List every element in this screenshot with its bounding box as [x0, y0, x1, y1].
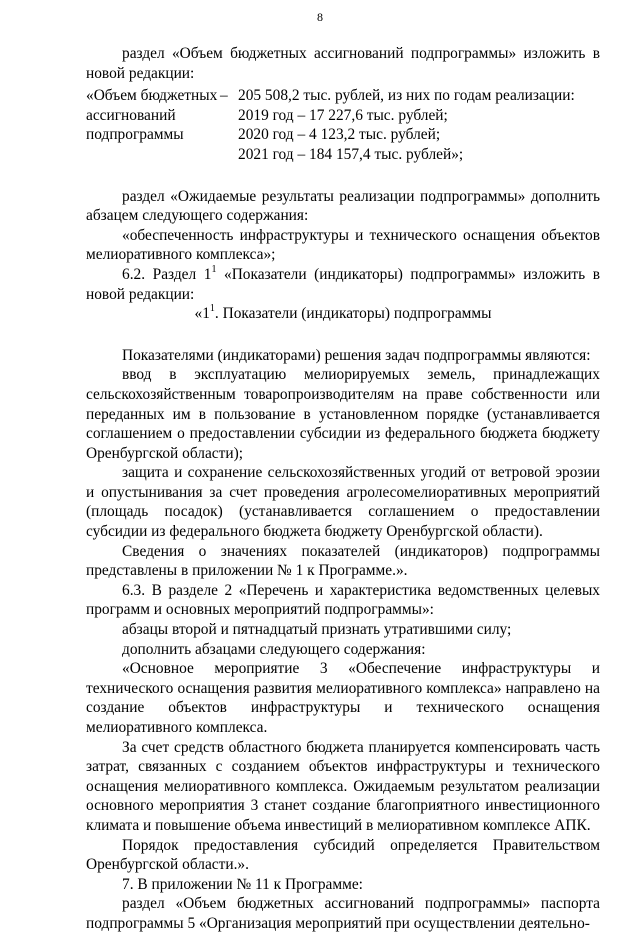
paragraph-add-text: дополнить абзацами следующего содержания:: [122, 640, 426, 658]
paragraph-subsidy-order: Порядок предоставления субсидий определяется Правительством Оренбургской области.».: [86, 836, 600, 874]
funding-year-2019: 2019 год – 17 227,6 тыс. рублей;: [238, 106, 448, 124]
paragraph-budget-section: раздел «Объем бюджетных ассигнований подпрограммы» изложить в новой редакции:: [86, 45, 600, 82]
document-body: [86, 44, 600, 934]
funding-label-line: ассигнований: [86, 106, 176, 124]
paragraph-indicators-intro: Показателями (индикаторами) решения задач подпрограммы являются:: [122, 346, 591, 364]
paragraph-section-6-2: [86, 265, 600, 304]
paragraph-item-7: 7. В приложении № 11 к Программе:: [122, 875, 363, 893]
section-6-2-text-b: «Показатели (индикаторы) подпрограммы» изложить в новой редакции:: [86, 265, 601, 303]
funding-label-line: подпрограммы: [86, 126, 184, 144]
paragraph-budget-section-passport: раздел «Объем бюджетных ассигнований подпрограммы» паспорта подпрограммы 5 «Организация мероприятий при осуществлении деятельно-: [86, 895, 600, 932]
paragraph-invalidate: абзацы второй и пятнадцатый признать утратившими силу;: [122, 621, 512, 639]
heading-text-b: . Показатели (индикаторы) подпрограммы: [214, 305, 492, 323]
funding-label-line: «Объем бюджетных: [86, 87, 218, 105]
paragraph-indicator-values: Сведения о значениях показателей (индикаторов) подпрограммы представлены в приложении № 1 к Программе.».: [86, 542, 600, 580]
heading-superscript: 1: [209, 303, 215, 314]
paragraph-main-activity-3: «Основное мероприятие 3 «Обеспечение инфраструктуры и технического оснащения развития мелиоративного комплекса» направлено на создание объектов инфраструктуры и технического оснащения мелиоративного комплекса.: [86, 660, 600, 736]
paragraph-indicator-protection: защита и сохранение сельскохозяйственных угодий от ветровой эрозии и опустынивания за счет проведения агролесомелиоративных мероприятий (площадь посадок) (устанавливается соглашением о предоставлении субсидии из федерального бюджета бюджету Оренбургской области).: [86, 464, 600, 541]
paragraph-regional-budget: За счет средств областного бюджета планируется компенсировать часть затрат, связанных с созданием объектов инфраструктуры и технического оснащения мелиоративного комплекса. Ожидаемым результатом реализации основного мероприятия 3 станет создание благоприятного инвестиционного климата и повышение объема инвестиций в мелиоративном комплексе АПК.: [86, 738, 600, 834]
funding-year-2020: 2020 год – 4 123,2 тыс. рублей;: [238, 126, 441, 144]
funding-values: [238, 86, 600, 164]
paragraph-section-6-3: 6.3. В разделе 2 «Перечень и характеристика ведомственных целевых программ и основных мероприятий подпрограммы»:: [86, 581, 600, 619]
page-number: 8: [317, 10, 323, 24]
section-6-2-text-a: 6.2. Раздел 1: [122, 265, 212, 283]
paragraph-indicator-land: ввод в эксплуатацию мелиорируемых земель, принадлежащих сельскохозяйственным товаропроизводителям на праве собственности или переданных им в пользование в установленном порядке (устанавливается соглашением о предоставлении субсидии из федерального бюджета бюджету Оренбургской области);: [86, 366, 600, 462]
section-6-2-superscript: 1: [211, 263, 217, 275]
funding-label: [86, 86, 220, 164]
funding-total: 205 508,2 тыс. рублей, из них по годам реализации:: [238, 87, 575, 105]
funding-dash: –: [220, 87, 228, 105]
paragraph-expected-results: раздел «Ожидаемые результаты реализации подпрограммы» дополнить абзацем следующего содержания:: [86, 187, 600, 225]
heading-text-a: «1: [194, 305, 210, 323]
funding-block: [86, 86, 600, 164]
paragraph-infrastructure-quote: «обеспеченность инфраструктуры и технического оснащения объектов мелиоративного комплекса»;: [86, 226, 600, 264]
section-heading: [86, 304, 600, 324]
funding-year-2021: 2021 год – 184 157,4 тыс. рублей»;: [238, 145, 464, 163]
